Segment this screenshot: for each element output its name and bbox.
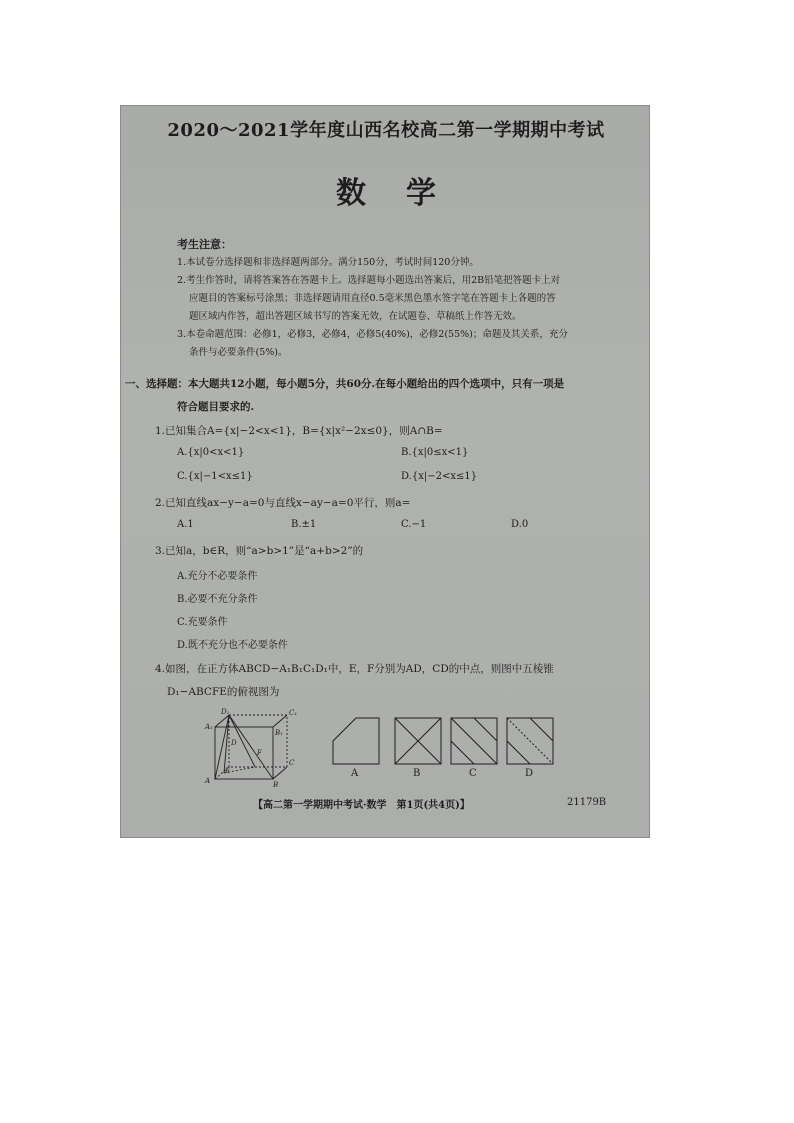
q1-option-d: D.{x|−2<x≤1} [401,471,478,482]
subject-title: 数学 [336,176,476,211]
cube-label-d1: D₁ [221,708,230,716]
page-footer: 【高二第一学期期中考试·数学 第1页(共4页)】 [253,800,470,811]
q4-option-a-figure [333,718,379,764]
cube-figure [205,708,309,789]
q4-option-d-figure [507,718,553,764]
exam-page-photo [120,105,650,838]
q4-option-c-figure [451,718,497,764]
notice-heading: 考生注意： [177,238,232,251]
q4-option-b-label: B [413,768,421,779]
cube-label-a1: A₁ [205,723,213,731]
exam-code: 21179B [567,797,607,808]
section-heading-line-2: 符合题目要求的. [177,401,255,413]
q3-option-a: A.充分不必要条件 [177,571,258,582]
notice-line-4: 题区域内作答，超出答题区域书写的答案无效，在试题卷、草稿纸上作答无效。 [189,311,522,322]
cube-label-f: F [257,749,262,757]
q1-option-a: A.{x|0<x<1} [177,447,245,458]
cube-label-b1: B₁ [275,729,283,737]
q2-option-c: C.−1 [401,519,427,530]
cube-label-d: D [231,739,237,747]
q1-option-b: B.{x|0≤x<1} [401,447,469,458]
q3-option-d: D.既不充分也不必要条件 [177,640,288,651]
q1-option-c: C.{x|−1<x≤1} [177,471,253,482]
q2-option-d: D.0 [511,519,529,530]
q4-option-d-label: D [525,768,534,779]
cube-label-a: A [205,777,211,785]
q3-stem: 3.已知a，b∈R，则“a>b>1”是“a+b>2”的 [155,545,364,557]
q4-option-b-figure [395,718,441,764]
q2-stem: 2.已知直线ax−y−a=0与直线x−ay−a=0平行，则a= [155,497,411,509]
q4-option-a-label: A [351,768,359,779]
q2-option-b: B.±1 [291,519,317,530]
notice-line-5: 3.本卷命题范围：必修1，必修3，必修4，必修5(40%)，必修2(55%)；命题及其关系，充分 [177,329,568,340]
q4-stem-line-2: D₁−ABCFE的俯视图为 [167,686,280,698]
cube-label-c1: C₁ [289,709,298,717]
q2-option-a: A.1 [177,519,194,530]
cube-front-face [215,727,273,779]
cube-label-c: C [289,759,295,767]
q3-option-c: C.充要条件 [177,617,228,628]
q4-option-c-label: C [469,768,477,779]
exam-title: 2020～2021学年度山西名校高二第一学期期中考试 [167,120,605,141]
notice-line-3: 应题目的答案标号涂黑；非选择题请用直径0.5毫米黑色墨水签字笔在答题卡上各题的答 [189,293,556,304]
q3-option-b: B.必要不充分条件 [177,594,258,605]
cube-label-e: E [225,767,231,775]
section-heading-line-1: 一、选择题：本大题共12小题，每小题5分，共60分.在每小题给出的四个选项中，只有一项是 [125,378,565,390]
q4-stem-line-1: 4.如图，在正方体ABCD−A₁B₁C₁D₁中，E，F分别为AD，CD的中点，则图中五棱锥 [155,663,554,675]
notice-line-1: 1.本试卷分选择题和非选择题两部分。满分150分，考试时间120分钟。 [177,257,479,268]
q1-stem: 1.已知集合A={x|−2<x<1}，B={x|x²−2x≤0}，则A∩B= [155,425,443,437]
notice-line-6: 条件与必要条件(5%)。 [189,347,288,358]
notice-line-2: 2.考生作答时，请将答案答在答题卡上。选择题每小题选出答案后，用2B铅笔把答题卡上对 [177,275,561,286]
cube-label-b: B [273,781,279,789]
